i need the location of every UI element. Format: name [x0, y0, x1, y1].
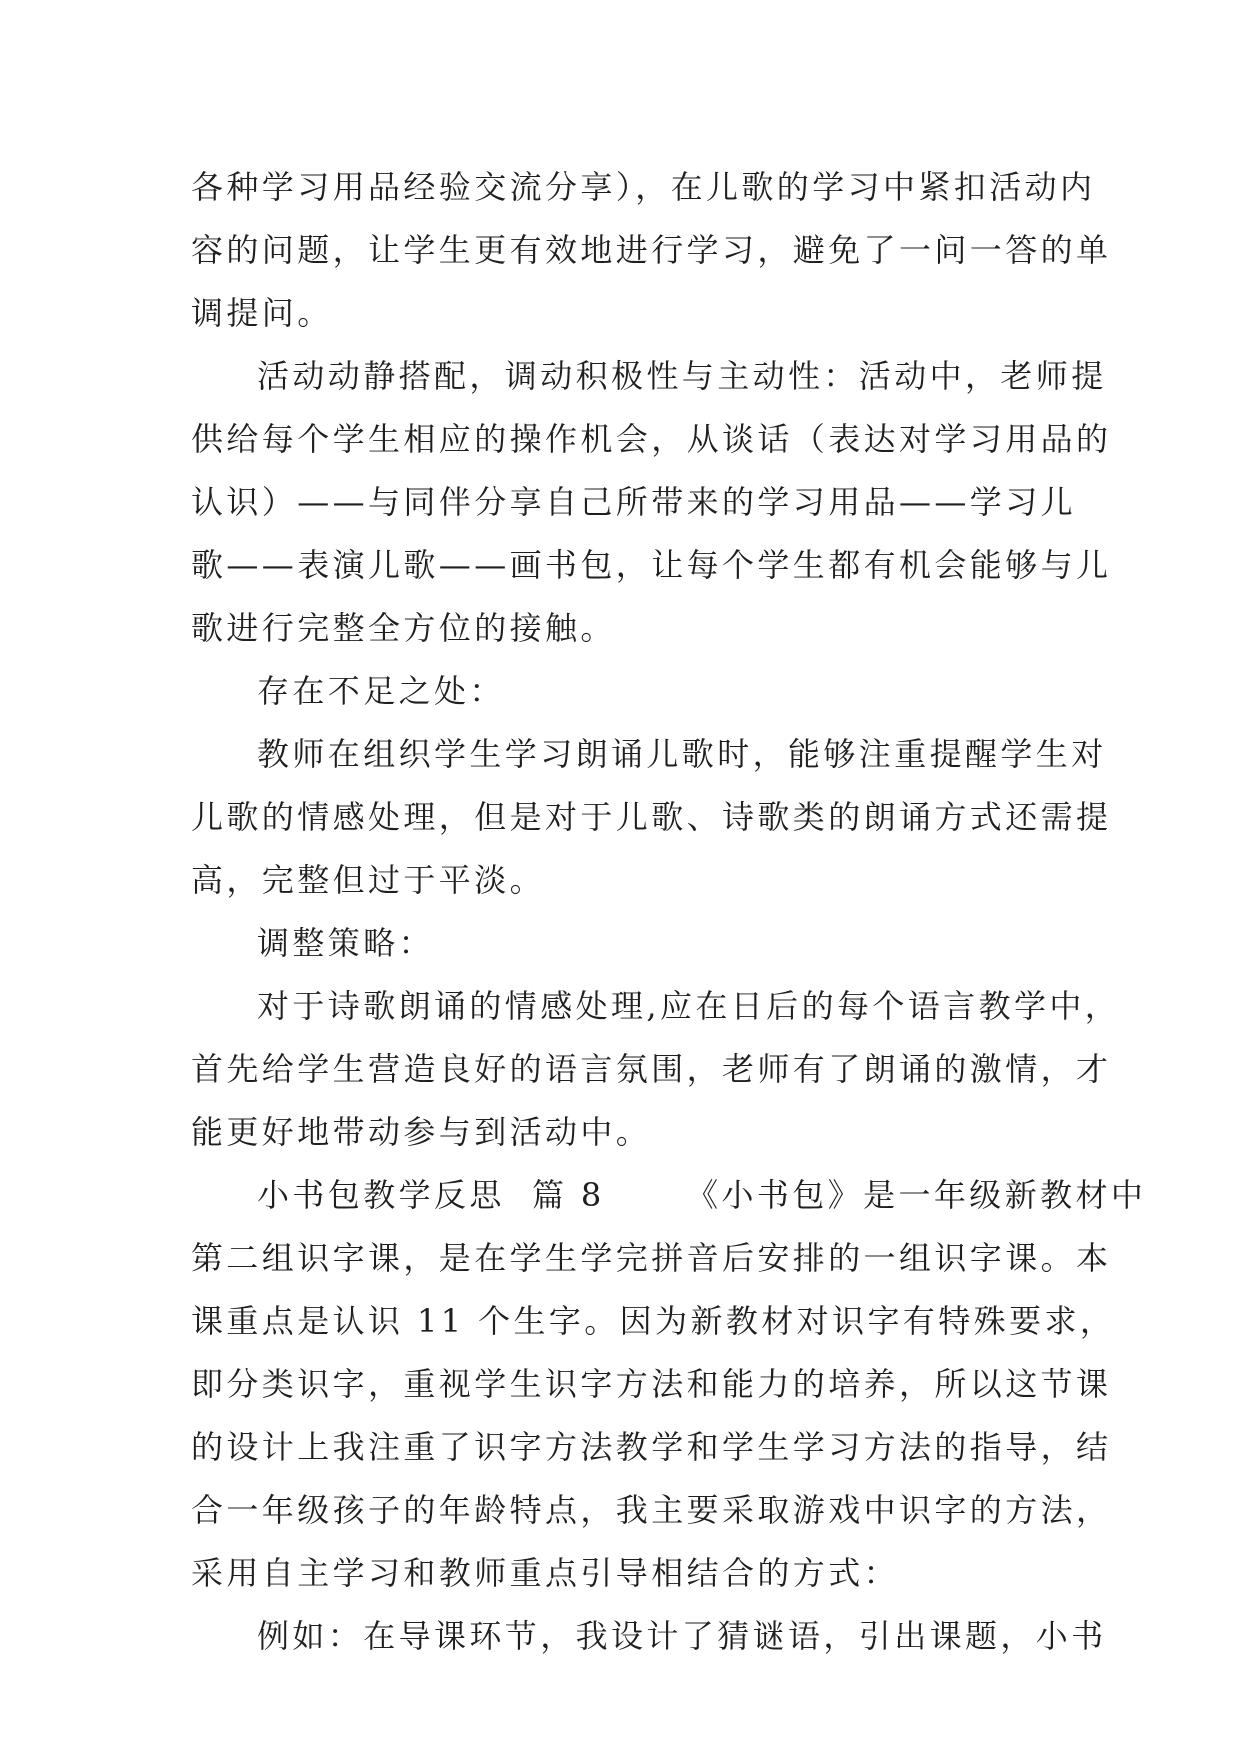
text-line: 能更好地带动参与到活动中。	[191, 1113, 652, 1151]
paragraph-start-line: 例如：在导课环节，我设计了猜谜语，引出课题，小书	[257, 1617, 1107, 1655]
paragraph-start-line: 活动动静搭配，调动积极性与主动性：活动中，老师提	[257, 357, 1107, 395]
text-line: 高，完整但过于平淡。	[191, 861, 546, 899]
text-line: 供给每个学生相应的操作机会，从谈话（表达对学习用品的	[191, 420, 1112, 458]
section-heading: 存在不足之处：	[257, 672, 505, 710]
text-line: 歌进行完整全方位的接触。	[191, 609, 616, 647]
text-line: 的设计上我注重了识字方法教学和学生学习方法的指导，结	[191, 1428, 1112, 1466]
paragraph-start-line: 教师在组织学生学习朗诵儿歌时，能够注重提醒学生对	[257, 735, 1107, 773]
document-body	[191, 156, 1147, 1668]
text-line: 采用自主学习和教师重点引导相结合的方式：	[191, 1554, 900, 1592]
text-line: 各种学习用品经验交流分享），在儿歌的学习中紧扣活动内	[191, 168, 1096, 206]
text-line: 首先给学生营造良好的语言氛围，老师有了朗诵的激情，才	[191, 1050, 1112, 1088]
text-line: 歌——表演儿歌——画书包，让每个学生都有机会能够与儿	[191, 546, 1112, 584]
paragraph-start-line: 小书包教学反思 篇 8 《小书包》是一年级新教材中	[257, 1176, 1147, 1214]
paragraph-start-line: 对于诗歌朗诵的情感处理,应在日后的每个语言教学中，	[257, 987, 1121, 1025]
text-line: 调提问。	[191, 294, 333, 332]
text-line: 容的问题，让学生更有效地进行学习，避免了一问一答的单	[191, 231, 1112, 269]
text-line: 即分类识字，重视学生识字方法和能力的培养，所以这节课	[191, 1365, 1112, 1403]
text-line: 第二组识字课，是在学生学完拼音后安排的一组识字课。本	[191, 1239, 1112, 1277]
text-line: 认识）——与同伴分享自己所带来的学习用品——学习儿	[191, 483, 1077, 521]
text-line: 儿歌的情感处理，但是对于儿歌、诗歌类的朗诵方式还需提	[191, 798, 1112, 836]
text-line: 课重点是认识 11 个生字。因为新教材对识字有特殊要求，	[191, 1302, 1116, 1340]
section-heading: 调整策略：	[257, 924, 435, 962]
text-line: 合一年级孩子的年龄特点，我主要采取游戏中识字的方法，	[191, 1491, 1112, 1529]
